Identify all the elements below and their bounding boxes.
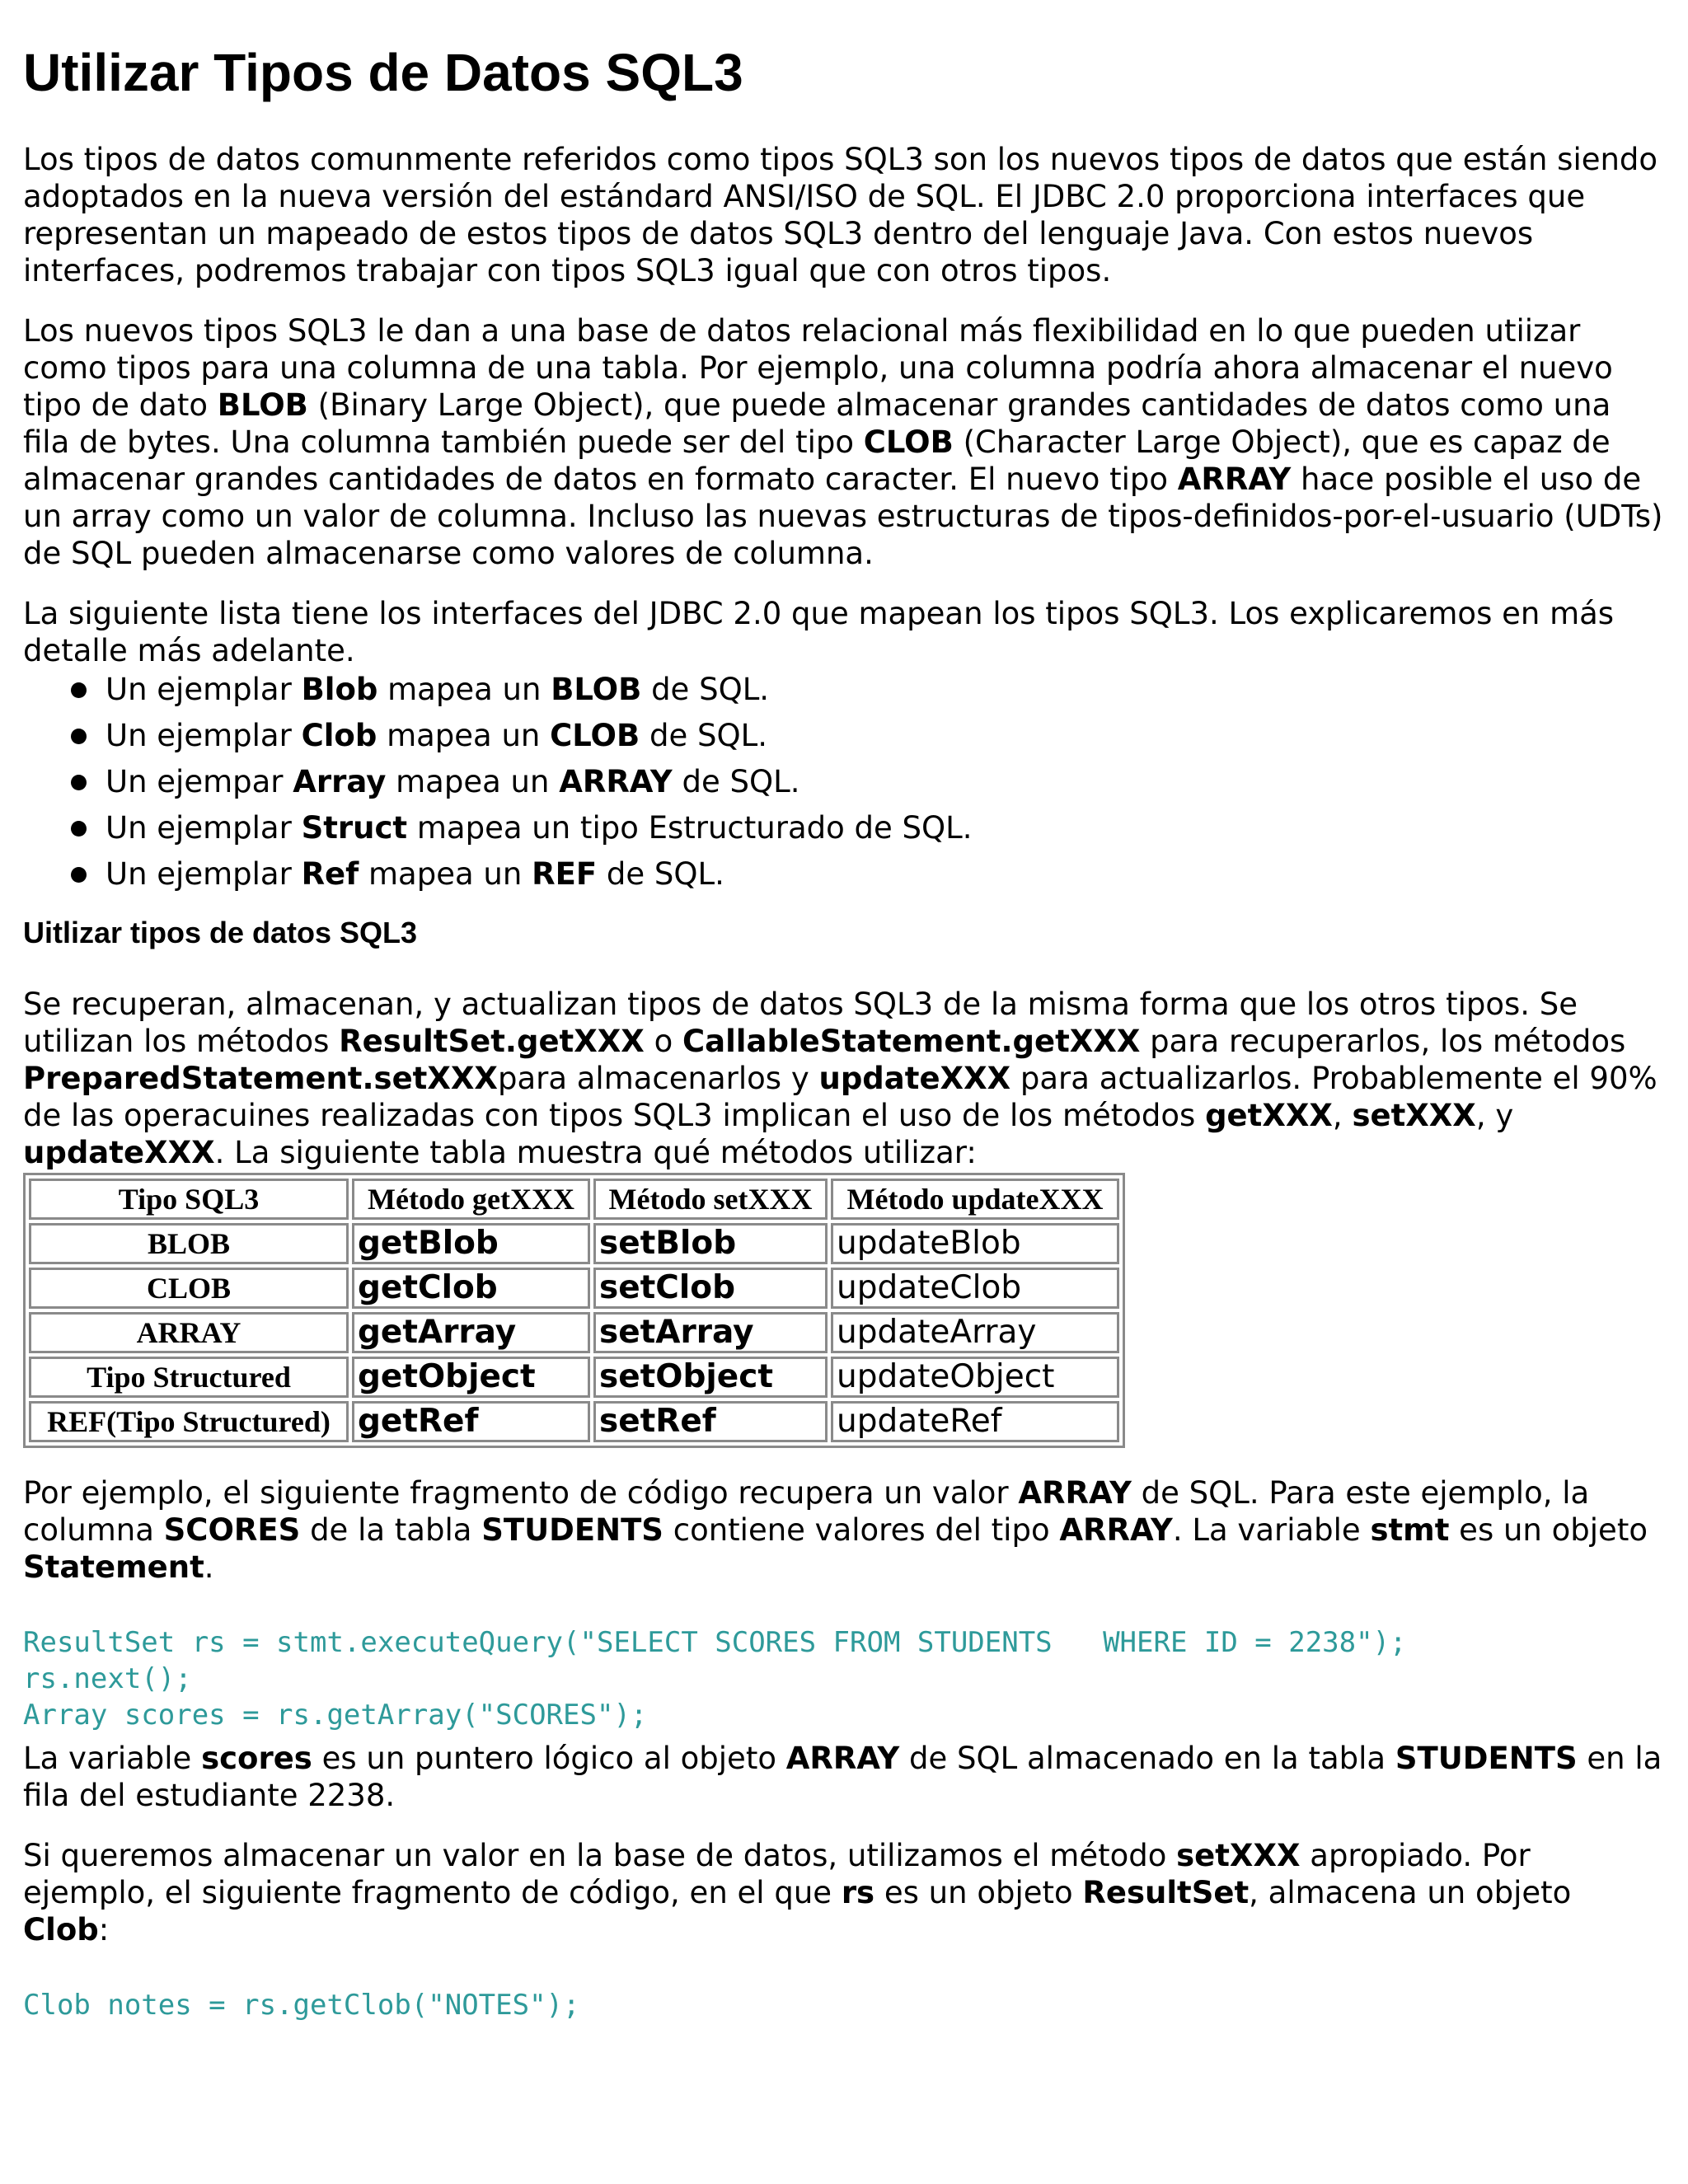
bold-term: Blob <box>301 672 378 707</box>
cell-update-method: updateArray <box>831 1312 1119 1353</box>
text-run: Los tipos de datos comunmente referidos como tipos SQL3 son los nuevos tipos de datos que están siendo adoptados en la nueva versión del estándard ANSI/ISO de SQL. El JDBC 2.0 proporciona interfaces que representan un mapeado de estos tipos de datos SQL3 dentro del lenguaje Java. Con estos nuevos interfaces, podremos trabajar con tipos SQL3 igual que con otros tipos. <box>23 142 1658 288</box>
text-run: Se recuperan, almacenan, y actualizan tipos de datos SQL3 de la misma forma que los otros tipos. Se utilizan los métodos <box>23 987 1578 1059</box>
cell-get-method: getClob <box>352 1268 590 1309</box>
text-run: mapea un <box>377 672 551 707</box>
bold-term: updateXXX <box>23 1135 215 1170</box>
text-run: Un ejemplar <box>106 718 302 753</box>
cell-update-method: updateClob <box>831 1268 1119 1309</box>
cell-sql3-type: REF(Tipo Structured) <box>29 1401 349 1442</box>
bold-term: ARRAY <box>785 1741 900 1776</box>
cell-get-method: getRef <box>352 1401 590 1442</box>
code-snippet-getclob: Clob notes = rs.getClob("NOTES"); <box>23 1989 580 2022</box>
cell-sql3-type: ARRAY <box>29 1312 349 1353</box>
list-item <box>71 805 1663 851</box>
cell-get-method: getBlob <box>352 1223 590 1264</box>
table-row <box>29 1223 1119 1264</box>
bold-term: updateXXX <box>818 1061 1011 1096</box>
list-item-text <box>106 718 767 753</box>
document-page <box>23 0 1663 2023</box>
text-run: (Binary Large Object), que puede almacenar grandes cantidades de datos como una fila de bytes. Una columna también puede ser del tipo <box>23 387 1611 460</box>
methods-table <box>23 1173 1125 1448</box>
bold-term: CLOB <box>863 424 954 460</box>
bold-term: ARRAY <box>1177 462 1292 497</box>
methods-paragraph <box>23 986 1663 1171</box>
example-paragraph <box>23 1474 1663 1586</box>
sql3-interface-list <box>23 667 1663 898</box>
list-item-text <box>106 856 724 892</box>
table-row <box>29 1268 1119 1309</box>
text-run: Un ejemplar <box>106 810 302 846</box>
bold-term: REF <box>532 856 598 892</box>
header-update-method: Método updateXXX <box>831 1179 1119 1220</box>
text-run: apropiado. Por ejemplo, el siguiente fragmento de código, en el que <box>23 1838 1531 1910</box>
bold-term: PreparedStatement.setXXX <box>23 1061 498 1096</box>
bold-term: Struct <box>301 810 408 846</box>
bold-term: setXXX <box>1352 1098 1476 1133</box>
cell-sql3-type: BLOB <box>29 1223 349 1264</box>
list-item <box>71 759 1663 805</box>
text-run: . La variable <box>1172 1512 1371 1548</box>
bold-term: SCORES <box>163 1512 301 1548</box>
cell-set-method: setObject <box>593 1357 828 1398</box>
text-run: mapea un <box>386 764 560 799</box>
cell-update-method: updateBlob <box>831 1223 1119 1264</box>
text-run: La siguiente lista tiene los interfaces del JDBC 2.0 que mapean los tipos SQL3. Los explicaremos en más detalle más adelante. <box>23 596 1615 668</box>
text-run: de SQL. <box>597 856 724 892</box>
text-run: contiene valores del tipo <box>663 1512 1060 1548</box>
text-run: mapea un tipo Estructurado de SQL. <box>407 810 973 846</box>
text-run: en la fila del estudiante 2238. <box>23 1741 1662 1813</box>
bold-term: STUDENTS <box>481 1512 663 1548</box>
text-run: de SQL. <box>641 672 770 707</box>
bold-term: scores <box>201 1741 312 1776</box>
cell-sql3-type: Tipo Structured <box>29 1357 349 1398</box>
list-item-text <box>106 810 973 846</box>
bullet-icon <box>71 729 87 744</box>
header-get-method: Método getXXX <box>352 1179 590 1220</box>
bold-term: ARRAY <box>1018 1475 1132 1511</box>
text-run: Un ejempar <box>106 764 293 799</box>
text-run: Los nuevos tipos SQL3 le dan a una base de datos relacional más flexibilidad en lo que pueden utiizar como tipos para una columna de una tabla. Por ejemplo, una columna podría ahora almacenar el nuevo tipo de dato <box>23 313 1613 423</box>
text-run: Por ejemplo, el siguiente fragmento de código recupera un valor <box>23 1475 1019 1511</box>
text-run: para almacenarlos y <box>497 1061 819 1096</box>
bold-term: BLOB <box>551 672 642 707</box>
header-set-method: Método setXXX <box>593 1179 828 1220</box>
section-heading: Uitlizar tipos de datos SQL3 <box>23 916 418 949</box>
text-run: para recuperarlos, los métodos <box>1140 1024 1626 1059</box>
text-run: de la tabla <box>300 1512 482 1548</box>
intro-paragraph-1 <box>23 141 1663 289</box>
bullet-icon <box>71 775 87 790</box>
bold-term: Clob <box>23 1912 99 1947</box>
text-run: . La siguiente tabla muestra qué métodos utilizar: <box>214 1135 977 1170</box>
text-run: de SQL almacenado en la tabla <box>899 1741 1395 1776</box>
bold-term: Ref <box>301 856 359 892</box>
store-paragraph <box>23 1837 1663 1948</box>
bullet-icon <box>71 867 87 883</box>
text-run: , <box>1332 1098 1353 1133</box>
list-item <box>71 851 1663 898</box>
text-run: hace posible el uso de un array como un valor de columna. Incluso las nuevas estructuras de tipos-definidos-por-el-usuario (UDTs) de SQL pueden almacenarse como valores de columna. <box>23 462 1663 571</box>
text-run: La variable <box>23 1741 202 1776</box>
text-run: es un puntero lógico al objeto <box>312 1741 786 1776</box>
text-run: mapea un <box>359 856 532 892</box>
text-run: es un objeto <box>1449 1512 1648 1548</box>
text-run: . <box>204 1549 214 1585</box>
text-run: Un ejemplar <box>106 672 302 707</box>
bold-term: CallableStatement.getXXX <box>682 1024 1141 1059</box>
text-run: es un objeto <box>874 1875 1083 1910</box>
text-run: Si queremos almacenar un valor en la base de datos, utilizamos el método <box>23 1838 1177 1873</box>
list-item-text <box>106 672 769 707</box>
text-run: (Character Large Object), que es capaz de almacenar grandes cantidades de datos en formato caracter. El nuevo tipo <box>23 424 1611 497</box>
cell-set-method: setRef <box>593 1401 828 1442</box>
text-run: , almacena un objeto <box>1249 1875 1572 1910</box>
bullet-icon <box>71 682 87 698</box>
table-row <box>29 1401 1119 1442</box>
intro-paragraph-2 <box>23 312 1663 572</box>
text-run: de SQL. Para este ejemplo, la columna <box>23 1475 1590 1548</box>
scores-paragraph <box>23 1740 1663 1814</box>
bold-term: Clob <box>301 718 377 753</box>
bold-term: Statement <box>23 1549 204 1585</box>
table-header-row <box>29 1179 1119 1220</box>
bullet-icon <box>71 821 87 837</box>
table-row <box>29 1312 1119 1353</box>
page-title: Utilizar Tipos de Datos SQL3 <box>23 43 743 102</box>
bold-term: STUDENTS <box>1395 1741 1578 1776</box>
bold-term: getXXX <box>1205 1098 1333 1133</box>
cell-set-method: setClob <box>593 1268 828 1309</box>
text-run: : <box>98 1912 110 1947</box>
bold-term: ARRAY <box>559 764 673 799</box>
bold-term: Array <box>293 764 387 799</box>
bold-term: CLOB <box>550 718 640 753</box>
bold-term: ARRAY <box>1059 1512 1173 1548</box>
bold-term: ResultSet <box>1082 1875 1250 1910</box>
cell-update-method: updateObject <box>831 1357 1119 1398</box>
list-item <box>71 667 1663 713</box>
cell-get-method: getObject <box>352 1357 590 1398</box>
text-run: de SQL. <box>640 718 767 753</box>
code-snippet-getarray: ResultSet rs = stmt.executeQuery("SELECT SCORES FROM STUDENTS WHERE ID = 2238"); rs.next(); Array scores = rs.getArray("SCORES"); <box>23 1626 1407 1732</box>
text-run: o <box>644 1024 682 1059</box>
list-item-text <box>106 764 799 799</box>
cell-get-method: getArray <box>352 1312 590 1353</box>
bold-term: stmt <box>1370 1512 1450 1548</box>
header-sql3-type: Tipo SQL3 <box>29 1179 349 1220</box>
text-run: de SQL. <box>672 764 800 799</box>
bold-term: setXXX <box>1176 1838 1301 1873</box>
list-item <box>71 713 1663 759</box>
text-run: para actualizarlos. Probablemente el 90% de las operacuines realizadas con tipos SQL3 implican el uso de los métodos <box>23 1061 1658 1133</box>
cell-set-method: setArray <box>593 1312 828 1353</box>
table-row <box>29 1357 1119 1398</box>
text-run: mapea un <box>377 718 551 753</box>
cell-sql3-type: CLOB <box>29 1268 349 1309</box>
intro-paragraph-3 <box>23 595 1663 669</box>
bold-term: BLOB <box>217 387 308 423</box>
text-run: Un ejemplar <box>106 856 302 892</box>
bold-term: rs <box>841 1875 875 1910</box>
text-run: , y <box>1475 1098 1514 1133</box>
cell-update-method: updateRef <box>831 1401 1119 1442</box>
cell-set-method: setBlob <box>593 1223 828 1264</box>
bold-term: ResultSet.getXXX <box>339 1024 645 1059</box>
